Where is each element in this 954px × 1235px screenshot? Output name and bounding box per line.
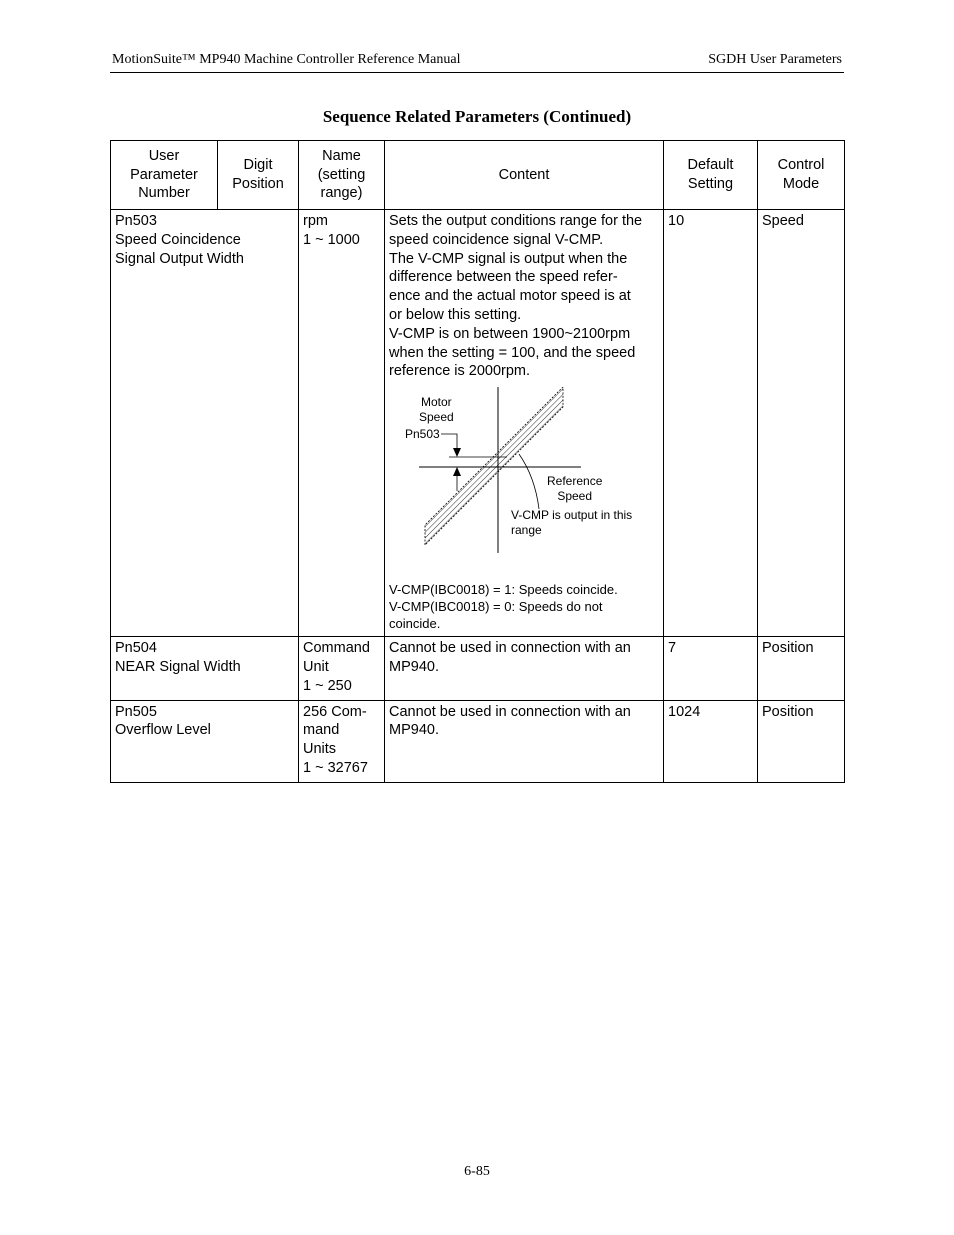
page-number: 6-85: [464, 1164, 490, 1179]
default-cell: 7: [664, 637, 758, 700]
name-cell: 256 Com- mand Units 1 ~ 32767: [299, 700, 385, 782]
running-header-section: SGDH User Parameters: [708, 52, 842, 67]
arrow-head-down: [453, 448, 461, 457]
default-cell: 10: [664, 210, 758, 637]
table-row-pn504: [111, 637, 845, 700]
mode-cell: Position: [758, 700, 845, 782]
pn503-label: Pn503: [405, 427, 440, 442]
content-cell: Cannot be used in connection with an MP940.: [385, 700, 664, 782]
mode-cell: Speed: [758, 210, 845, 637]
vcmp-notes: V-CMP(IBC0018) = 1: Speeds coincide. V-CMP(IBC0018) = 0: Speeds do not coincide.: [389, 582, 618, 632]
running-header-title: MotionSuite™ MP940 Machine Controller Reference Manual: [112, 52, 461, 67]
name-cell: rpm 1 ~ 1000: [299, 210, 385, 637]
col-header-name: Name (setting range): [299, 141, 385, 210]
mode-cell: Position: [758, 637, 845, 700]
table-row-pn505: [111, 700, 845, 782]
reference-speed-label: Reference Speed: [547, 474, 603, 504]
col-header-digit-position: Digit Position: [218, 141, 299, 210]
col-header-content: Content: [385, 141, 664, 210]
arrow-head-up: [453, 467, 461, 476]
header-rule: [110, 72, 844, 73]
param-cell: Pn504 NEAR Signal Width: [111, 637, 299, 700]
table-row-pn503: [111, 210, 845, 637]
vcmp-range-label: V-CMP is output in this range: [511, 508, 633, 538]
pn503-leader: [441, 434, 457, 441]
speed-coincidence-diagram: [389, 387, 659, 577]
content-cell: Sets the output conditions range for the speed coincidence signal V-CMP. The V-CMP signal is output when the difference between the speed refer- ence and the actual motor speed is at or below this setting. V-CMP is on between 1900~2100rpm when the setting = 100, and the speed reference is 2000rpm. Motor Speed Pn503 Reference Speed V-CMP is output in this range V-CMP(IBC0018) = 1: Speeds coincide. V-CMP(IBC0018) = 0: Speeds do not coincide.: [385, 210, 664, 637]
col-header-default-setting: Default Setting: [664, 141, 758, 210]
section-title: Sequence Related Parameters (Continued): [322, 107, 632, 126]
parameters-table: [110, 140, 845, 783]
col-header-control-mode: Control Mode: [758, 141, 845, 210]
content-cell: Cannot be used in connection with an MP940.: [385, 637, 664, 700]
table-header-row: [111, 141, 845, 210]
motor-speed-label: Motor Speed: [419, 395, 454, 425]
param-cell: Pn503 Speed Coincidence Signal Output Width: [111, 210, 299, 637]
default-cell: 1024: [664, 700, 758, 782]
name-cell: Command Unit 1 ~ 250: [299, 637, 385, 700]
vcmp-leader: [519, 454, 539, 509]
col-header-user-parameter-number: User Parameter Number: [111, 141, 218, 210]
param-cell: Pn505 Overflow Level: [111, 700, 299, 782]
